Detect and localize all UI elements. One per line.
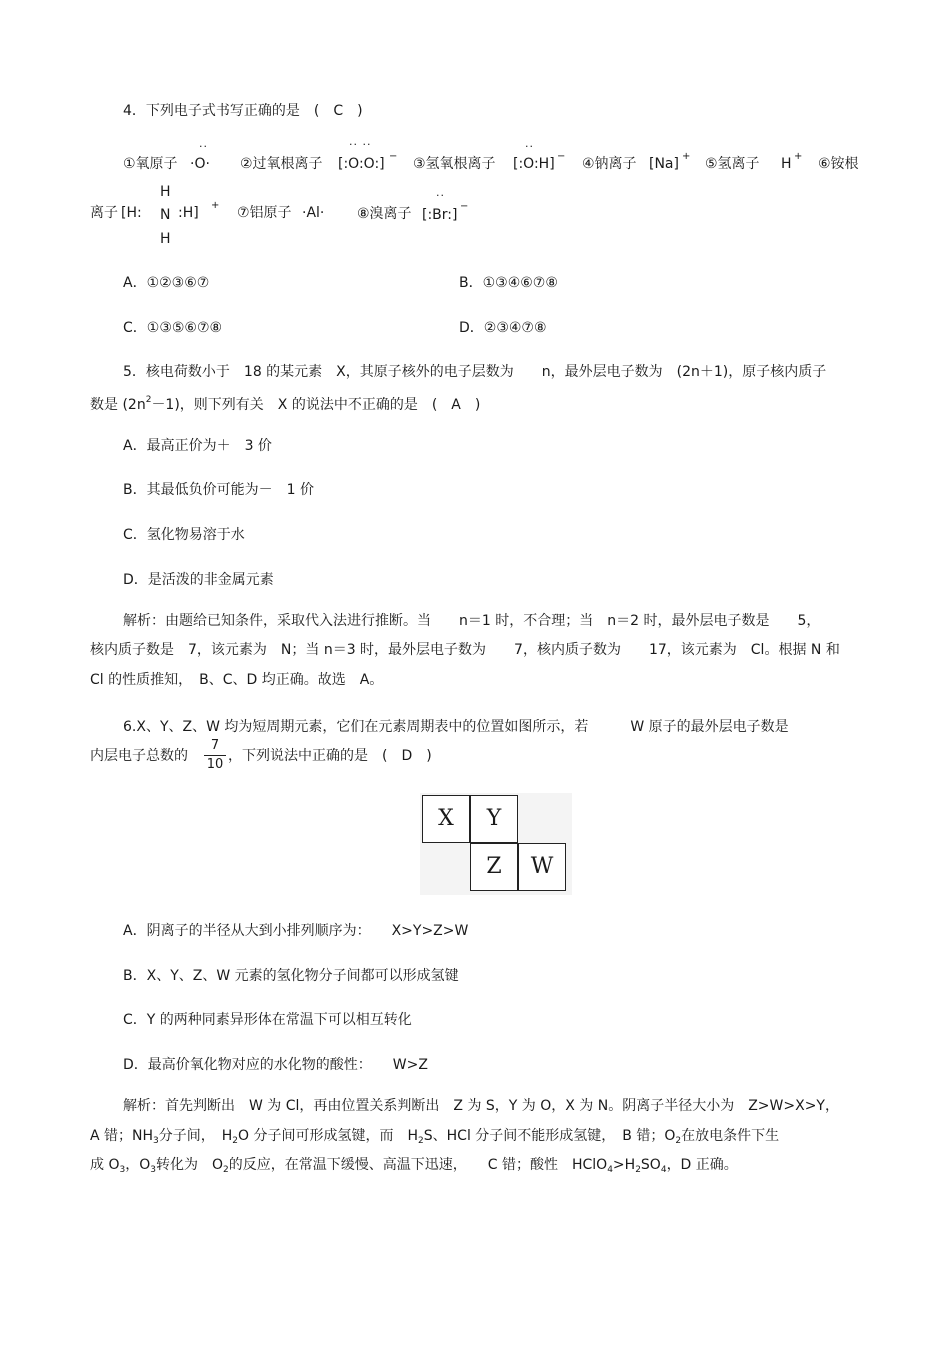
q6-fraction-bar bbox=[204, 755, 226, 756]
q4-item1-formula: ·O· bbox=[190, 156, 210, 172]
q4-option-c: C．①③⑤⑥⑦⑧ bbox=[123, 320, 223, 336]
q4-item5-formula: H bbox=[781, 156, 792, 172]
q6-fraction bbox=[204, 738, 226, 773]
q6-analysis-2-sub4: 2 bbox=[675, 1136, 682, 1146]
lone-pair-dots: ·· bbox=[199, 140, 208, 153]
q6-stem-line1: 6.X、Y、Z、W 均为短周期元素，它们在元素周期表中的位置如图所示，若 W 原子的最外层电子数是 bbox=[123, 719, 789, 735]
q4-item3-label: ③氢氧根离子 bbox=[413, 156, 496, 172]
q6-analysis-2c: O 分子间可形成氢键，而 H bbox=[238, 1128, 419, 1144]
cell-w: W bbox=[518, 843, 566, 891]
q4-item2-formula: [:O:O:] bbox=[338, 156, 385, 172]
q6-analysis-2e: 在放电条件下生 bbox=[681, 1128, 780, 1144]
q4-item6-top-h: H bbox=[160, 184, 171, 200]
q4-item8-charge: − bbox=[460, 201, 469, 212]
q4-item4-charge: + bbox=[682, 151, 691, 162]
q5-stem-line1: 5．核电荷数小于 18 的某元素 X，其原子核外的电子层数为 n，最外层电子数为 (2n＋1)，原子核内质子 bbox=[123, 364, 827, 380]
q4-item6-formula-right: :H] bbox=[178, 205, 199, 221]
q6-analysis-2-sub1: 3 bbox=[153, 1136, 159, 1146]
q6-analysis-3-sub6: 4 bbox=[660, 1165, 667, 1175]
q4-item6-bottom-h: H bbox=[160, 231, 171, 247]
q6-analysis-2a: A 错；NH bbox=[90, 1128, 154, 1144]
q4-item5-charge: + bbox=[794, 151, 803, 162]
q4-item8-formula: [:Br:] bbox=[422, 207, 458, 223]
q6-analysis-3b: ，O bbox=[125, 1157, 151, 1173]
q6-option-d: D．最高价氧化物对应的水化物的酸性： W>Z bbox=[123, 1057, 428, 1073]
lone-pair-dots: ·· ·· bbox=[349, 138, 372, 151]
q4-item4-label: ④钠离子 bbox=[582, 156, 637, 172]
q6-fraction-numerator: 7 bbox=[210, 738, 220, 753]
q4-item6-charge: + bbox=[211, 200, 220, 211]
q6-stem-line2-a: 内层电子总数的 bbox=[90, 748, 188, 764]
lone-pair-dots: ·· bbox=[436, 189, 445, 202]
q6-analysis-2b: 分子间， H bbox=[158, 1128, 233, 1144]
q6-analysis-3-sub1: 3 bbox=[119, 1165, 126, 1175]
q5-stem-sup: 2 bbox=[145, 395, 152, 405]
q6-analysis-line1: 解析：首先判断出 W 为 Cl，再由位置关系判断出 Z 为 S，Y 为 O，X 为 N。阴离子半径大小为 Z>W>X>Y， bbox=[123, 1098, 839, 1114]
q6-analysis-3f: SO bbox=[640, 1157, 661, 1173]
q5-analysis-line1: 解析：由题给已知条件，采取代入法进行推断。当 n＝1 时，不合理；当 n＝2 时，最外层电子数是 5， bbox=[123, 613, 821, 629]
q4-item6-cont: 离子 bbox=[90, 205, 118, 221]
q5-analysis-line3: Cl 的性质推知， B、C、D 均正确。故选 A。 bbox=[90, 672, 384, 688]
q6-analysis-line3 bbox=[90, 1155, 738, 1180]
lone-pair-dots: ·· bbox=[525, 140, 534, 153]
cell-y: Y bbox=[470, 795, 518, 843]
q4-item3-charge: − bbox=[557, 151, 566, 162]
q4-item3-formula: [:O:H] bbox=[513, 156, 555, 172]
q6-analysis-3-sub5: 2 bbox=[635, 1165, 641, 1175]
q4-item6-center: N bbox=[160, 207, 171, 223]
q4-item5-label: ⑤氢离子 bbox=[705, 156, 760, 172]
q6-analysis-2d: S、HCl 分子间不能形成氢键， B 错；O bbox=[423, 1128, 676, 1144]
q6-analysis-2-sub3: 2 bbox=[418, 1136, 424, 1146]
q4-item6-label: ⑥铵根 bbox=[818, 156, 859, 172]
periodic-table-fragment bbox=[420, 793, 572, 895]
q4-item7-label: ⑦铝原子 bbox=[237, 205, 292, 221]
q5-option-b: B．其最低负价可能为－ 1 价 bbox=[123, 482, 314, 498]
q6-analysis-3-sub2: 3 bbox=[150, 1165, 156, 1175]
q6-analysis-3-sub3: 2 bbox=[223, 1165, 229, 1175]
q4-option-d: D．②③④⑦⑧ bbox=[459, 320, 547, 336]
q4-item2-charge: − bbox=[389, 151, 398, 162]
q6-analysis-3g: ，D 正确。 bbox=[666, 1157, 738, 1173]
q4-option-b: B．①③④⑥⑦⑧ bbox=[459, 275, 558, 291]
q4-item8-label: ⑧溴离子 bbox=[357, 206, 412, 222]
q4-item1-label: ①氧原子 bbox=[123, 156, 178, 172]
q6-analysis-3-sub4: 4 bbox=[607, 1165, 613, 1175]
q4-item6-formula-left: [H: bbox=[121, 205, 142, 221]
q6-analysis-3a: 成 O bbox=[90, 1157, 120, 1173]
q6-analysis-3c: 转化为 O bbox=[155, 1157, 224, 1173]
q6-option-c: C．Y 的两种同素异形体在常温下可以相互转化 bbox=[123, 1012, 412, 1028]
q5-stem-line2 bbox=[90, 390, 480, 415]
q5-option-c: C．氢化物易溶于水 bbox=[123, 527, 245, 543]
q6-fraction-denominator: 10 bbox=[206, 757, 224, 772]
q6-analysis-3d: 的反应，在常温下缓慢、高温下迅速， C 错；酸性 HClO bbox=[228, 1157, 608, 1173]
q6-analysis-3e: >H bbox=[612, 1157, 636, 1173]
q6-analysis-line2 bbox=[90, 1126, 779, 1151]
q6-stem-line2-b: ，下列说法中正确的是 ( D ) bbox=[228, 748, 432, 764]
q5-stem-line2-a: 数是 (2n bbox=[90, 397, 146, 413]
q4-item4-formula: [Na] bbox=[649, 156, 679, 172]
cell-x: X bbox=[422, 795, 470, 843]
q6-option-a: A．阴离子的半径从大到小排列顺序为： X>Y>Z>W bbox=[123, 923, 469, 939]
q5-analysis-line2: 核内质子数是 7，该元素为 N；当 n＝3 时，最外层电子数为 7，核内质子数为 17，该元素为 Cl。根据 N 和 bbox=[90, 642, 840, 658]
q5-option-d: D．是活泼的非金属元素 bbox=[123, 572, 274, 588]
q4-option-a: A．①②③⑥⑦ bbox=[123, 275, 210, 291]
q4-item2-label: ②过氧根离子 bbox=[240, 156, 323, 172]
q6-analysis-2-sub2: 2 bbox=[232, 1136, 239, 1146]
q5-stem-line2-b: －1)，则下列有关 X 的说法中不正确的是 ( A ) bbox=[151, 397, 481, 413]
q4-item7-formula: ·Al· bbox=[302, 205, 325, 221]
cell-z: Z bbox=[470, 843, 518, 891]
q6-option-b: B．X、Y、Z、W 元素的氢化物分子间都可以形成氢键 bbox=[123, 968, 459, 984]
q4-stem: 4．下列电子式书写正确的是 ( C ) bbox=[123, 103, 363, 119]
q5-option-a: A．最高正价为＋ 3 价 bbox=[123, 438, 272, 454]
